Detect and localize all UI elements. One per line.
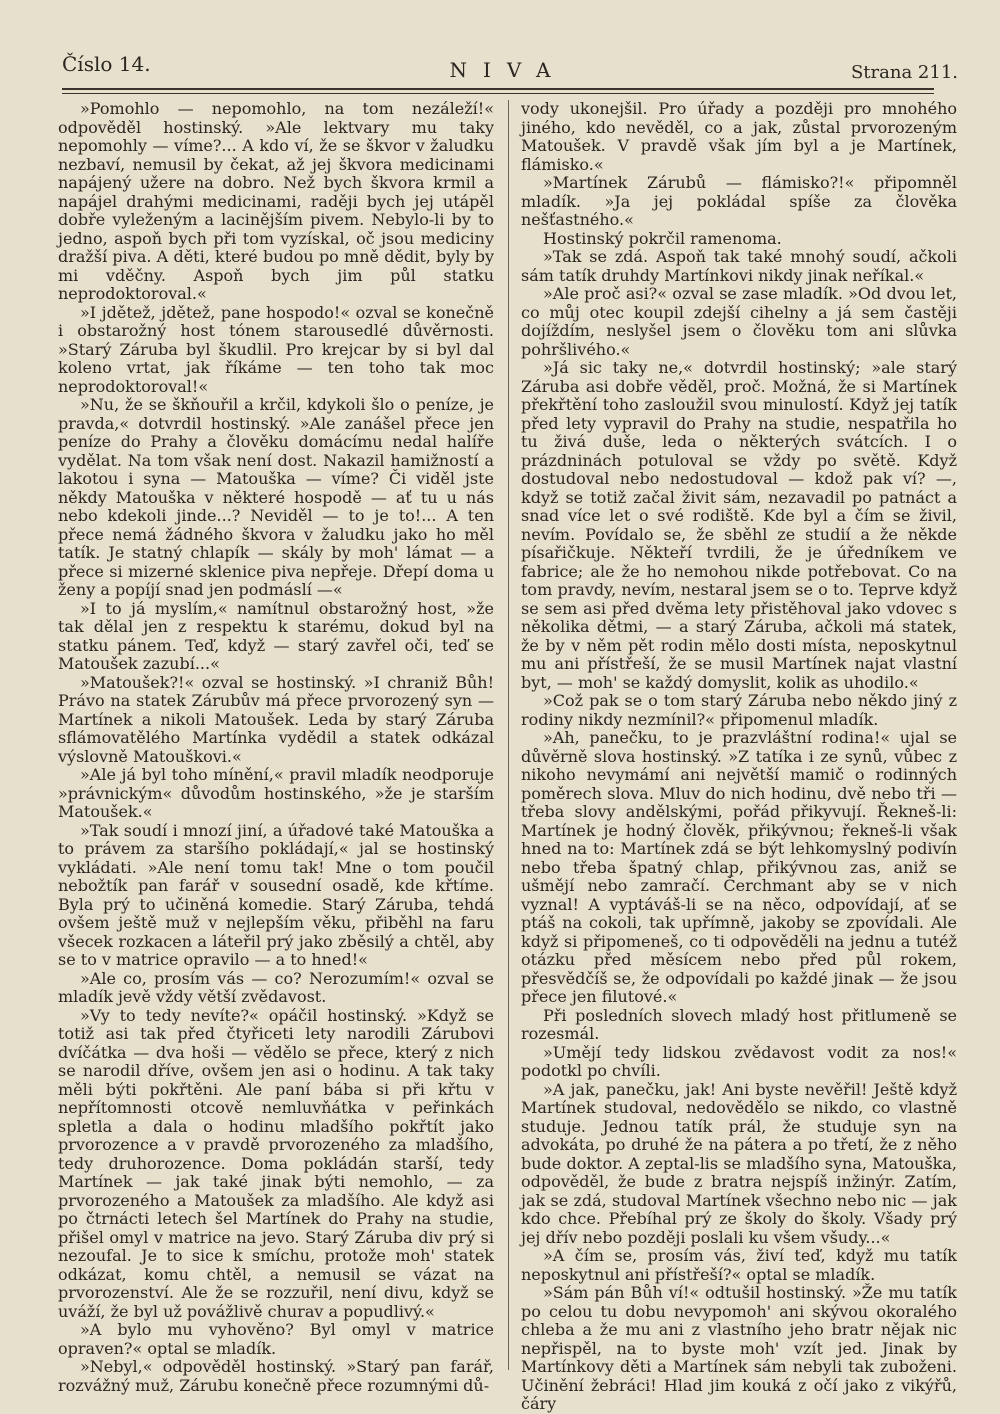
paragraph: »Ale já byl toho mínění,« pravil mladík neodporuje »právnickým« důvodům hostinského, »že je starším Matoušek.« xyxy=(58,765,494,821)
paragraph: Při posledních slovech mladý host přitlumeně se rozesmál. xyxy=(521,1005,957,1043)
paragraph: »A čím se, prosím vás, živí teď, když mu tatík neposkytnul ani přístřeší?« optal se mladík. xyxy=(521,1246,957,1284)
column-divider xyxy=(508,100,509,1370)
paragraph: »Tak soudí i mnozí jiní, a úřadové také Matouška a to právem za staršího pokládají,« jal se hostinský vykládati. »Ale není tomu tak! Mne o tom poučil nebožtík pan farář v sousední osadě, kde křtíme. Byla prý to učiněná komedie. Starý Záruba, tehdá ovšem ještě muž v nejlepším věku, přiběhl na faru všecek rozkacen a láteřil prý jako zběsilý a chtěl, aby se to v matrice opravilo — a to hned!« xyxy=(58,820,494,969)
paragraph: »I jdětež, jdětež, pane hospodo!« ozval se konečně i obstarožný host tónem starousedlé důvěrnosti. »Starý Záruba byl škudlil. Pro krejcar by si byl dal koleno vrtat, jak říkáme — ten toho tak moc neprodoktoroval!« xyxy=(58,302,494,396)
paragraph: »Já sic taky ne,« dotvrdil hostinský; »ale starý Záruba asi dobře věděl, proč. Možná, že si Martínek překřtění toho zasloužil svou minulostí. Když jej tatík před lety vypravil do Prahy na studie, nespatřila ho tu živá duše, leda o některých svátcích. I o prázdninách potuloval se vždy po světě. Když dostudoval nebo nedostudoval — kdož pak ví? —, když se totiž začal živit sám, nezavadil po patnáct a snad více let o své rodiště. Kde byl a čím se živil, nevím. Povídalo se, že sběhl ze studií a že někde písařičkuje. Někteří tvrdili, že je úředníkem ve fabrice; ale že ho nemohou nikde potřebovat. Co na tom pravdy, nevím, nestaral jsem se o to. Teprve když se sem asi před dvěma lety přistěhoval jako vdovec s několika dětmi, — a starý Záruba, ačkoli má statek, že by v něm pět rodin mělo dosti místa, neposkytnul mu ani přístřeší, že se musil Martínek najat vlastní byt, — moh' se každý domyslit, kolik as uhodilo.« xyxy=(521,358,957,692)
journal-title: NIVA xyxy=(449,58,567,82)
paragraph: »Ah, panečku, to je prazvláštní rodina!« ujal se důvěrně slova hostinský. »Z tatíka i ze synů, vůbec z nikoho nevymámí ani největší mamič o rodinných poměrech slova. Mluv do nich hodinu, dvě nebo tři — třeba slovy andělskými, pořád přikyvují. Řekneš-li: Martínek je hodný člověk, přikývnou; řekneš-li však hned na to: Martínek zdá se být lehkomyslný podivín nebo třeba špatný chlap, přikývnou zas, aniž se ušmějí nebo zamračí. Čerchmant aby se v nich vyznal! A vyptáváš-li se na něco, odpovídají, ať se ptáš na cokoli, tak upřímně, jakoby se zpovídali. Ale když si připomeneš, co ti odpověděli na jednu a tutéž otázku před měsícem nebo před půl rokem, přesvědčíš se, že odpovídali po každé jinak — že jsou přece jen filutové.« xyxy=(521,728,957,1006)
paragraph: »A bylo mu vyhověno? Byl omyl v matrice opraven?« optal se mladík. xyxy=(58,1320,494,1358)
paragraph: »I to já myslím,« namítnul obstarožný host, »že tak dělal jen z respektu k starému, dokud byl na statku pánem. Teď, když — starý zavřel oči, teď se Matoušek zazubí...« xyxy=(58,598,494,673)
paragraph: »Umějí tedy lidskou zvědavost vodit za nos!« podotkl po chvíli. xyxy=(521,1042,957,1080)
paragraph: »Ale co, prosím vás — co? Nerozumím!« ozval se mladík jevě vždy větší zvědavost. xyxy=(58,968,494,1006)
text-columns xyxy=(58,100,960,1414)
paragraph: »Což pak se o tom starý Záruba nebo někdo jiný z rodiny nikdy nezmínil?« připomenul mladík. xyxy=(521,691,957,729)
left-column xyxy=(58,100,494,1414)
right-column xyxy=(521,100,957,1414)
paragraph: »Martínek Zárubů — flámisko?!« připomněl mladík. »Ja jej pokládal spíše za člověka nešťastného.« xyxy=(521,173,957,229)
paragraph: »Nebyl,« odpověděl hostinský. »Starý pan farář, rozvážný muž, Zárubu konečně přece rozumnými dů- xyxy=(58,1357,494,1395)
paragraph: »Vy to tedy nevíte?« opáčil hostinský. »Když se totiž asi tak před čtyřiceti lety narodili Zárubovi dvíčátka — dva hoši — vědělo se přece, který z nich se narodil dříve, ovšem jen asi o hodinu. A tak taky měli býti pokřtěni. Ale paní bába si při křtu v nepřítomnosti otcově nemluvňátka v peřinkách spletla a dala o hodinu mladšího pokřtít jako prvorozence a v pravdě prvorozeného za mladšího, tedy druhorozence. Doma pokládán starší, tedy Martínek — jak také jinak býti nemohlo, — za prvorozeného a Matoušek za mladšího. Ale když asi po čtrnácti letech šel Martínek do Prahy na studie, přišel omyl v matrice na jevo. Starý Záruba div prý si nezoufal. Je to sice k smíchu, protože moh' statek odkázat, komu chtěl, a nemusil se vázat na prvorozenství. Ale že se rozzuřil, není divu, když se uváží, že byl už povážlivě churav a popudlivý.« xyxy=(58,1005,494,1321)
page-header xyxy=(56,44,960,84)
paragraph: Hostinský pokrčil ramenoma. xyxy=(543,228,782,248)
page-number: Strana 211. xyxy=(850,62,958,83)
paragraph: »Pomohlo — nepomohlo, na tom nezáleží!« odpověděl hostinský. »Ale lektvary mu taky nepomohly — víme?... A kdo ví, že se škvor v žaludku nezbaví, nemusil by čekat, až jej škvora medicinami napájený užere na dobro. Než bych škvora krmil a napájel drahými medicinami, raději bych jej utápěl dobře vyleženým a lacinějším pivem. Nebylo-li by to jedno, aspoň bych při tom vyzískal, oč jsou mediciny dražší piva. A děti, které budou po mně dědit, byly by mi vděčny. Aspoň bych jim půl statku neprodoktoroval.« xyxy=(58,99,494,303)
header-rule-thin xyxy=(62,93,934,94)
paragraph: vody ukonejšil. Pro úřady a později pro mnohého jiného, kdo nevěděl, co a jak, zůstal prvorozeným Matoušek. V pravdě však jím byl a je Martínek, flámisko.« xyxy=(521,99,957,174)
paragraph: »Nu, že se škňouřil a krčil, kdykoli šlo o peníze, je pravda,« dotvrdil hostinský. »Ale zanášel přece jen peníze do Prahy a člověku domácímu nedal halíře vydělat. Na tom však není dost. Nakazil hamižností a lakotou i syna — Matouška — víme? Či viděl jste někdy Matouška v některé hospodě — ať tu u nás nebo kdekoli jinde...? Neviděl — to je to!... A ten přece nemá žádného škvora v žaludku jako ho měl tatík. Je statný chlapík — skály by moh' lámat — a přece si mizerné sklenice piva nepřeje. Dřepí doma u ženy a popíjí snad jen podmáslí —« xyxy=(58,395,494,599)
paragraph: »Matoušek?!« ozval se hostinský. »I chraniž Bůh! Právo na statek Zárubův má přece prvorozený syn — Martínek a nikoli Matoušek. Leda by starý Záruba sflámovatělého Martínka vydědil a statek odkázal výslovně Matouškovi.« xyxy=(58,672,494,766)
paragraph: »Tak se zdá. Aspoň tak také mnohý soudí, ačkoli sám tatík druhdy Martínkovi nikdy jinak neříkal.« xyxy=(521,247,957,285)
paragraph: »Ale proč asi?« ozval se zase mladík. »Od dvou let, co můj otec koupil zdejší cihelny a já sem častěji dojíždím, neslyšel jsem o člověku tom ani slůvka pohršlivého.« xyxy=(521,284,957,359)
issue-number: Číslo 14. xyxy=(62,52,151,76)
paragraph: »Sám pán Bůh ví!« odtušil hostinský. »Že mu tatík po celou tu dobu nevypomoh' ani skývou okoralého chleba a že mu ani z vlastního jeho bratr nějak nic nepřispěl, na to byste moh' vzít jed. Jinak by Martínkovy děti a Martínek sám nebyli tak zuboženi. Učinění žebráci! Hlad jim kouká z očí jako z vikýřů, čáry xyxy=(521,1283,957,1413)
header-rule xyxy=(62,88,934,90)
paragraph: »A jak, panečku, jak! Ani byste nevěřil! Ještě když Martínek studoval, nedovědělo se nikdo, co vlastně studuje. Jednou tatík prál, že studuje syn na advokáta, po druhé že na pátera a po třetí, že z něho bude doktor. A zeptal-lis se mladšího syna, Matouška, odpověděl, že bude z bratra nejspíš inžinýr. Zatím, jak se zdá, studoval Martínek všechno nebo nic — jak kdo chce. Přebíhal prý ze školy do školy. Všady prý jej dřív nebo později poslali ku všem všudy...« xyxy=(521,1079,957,1247)
